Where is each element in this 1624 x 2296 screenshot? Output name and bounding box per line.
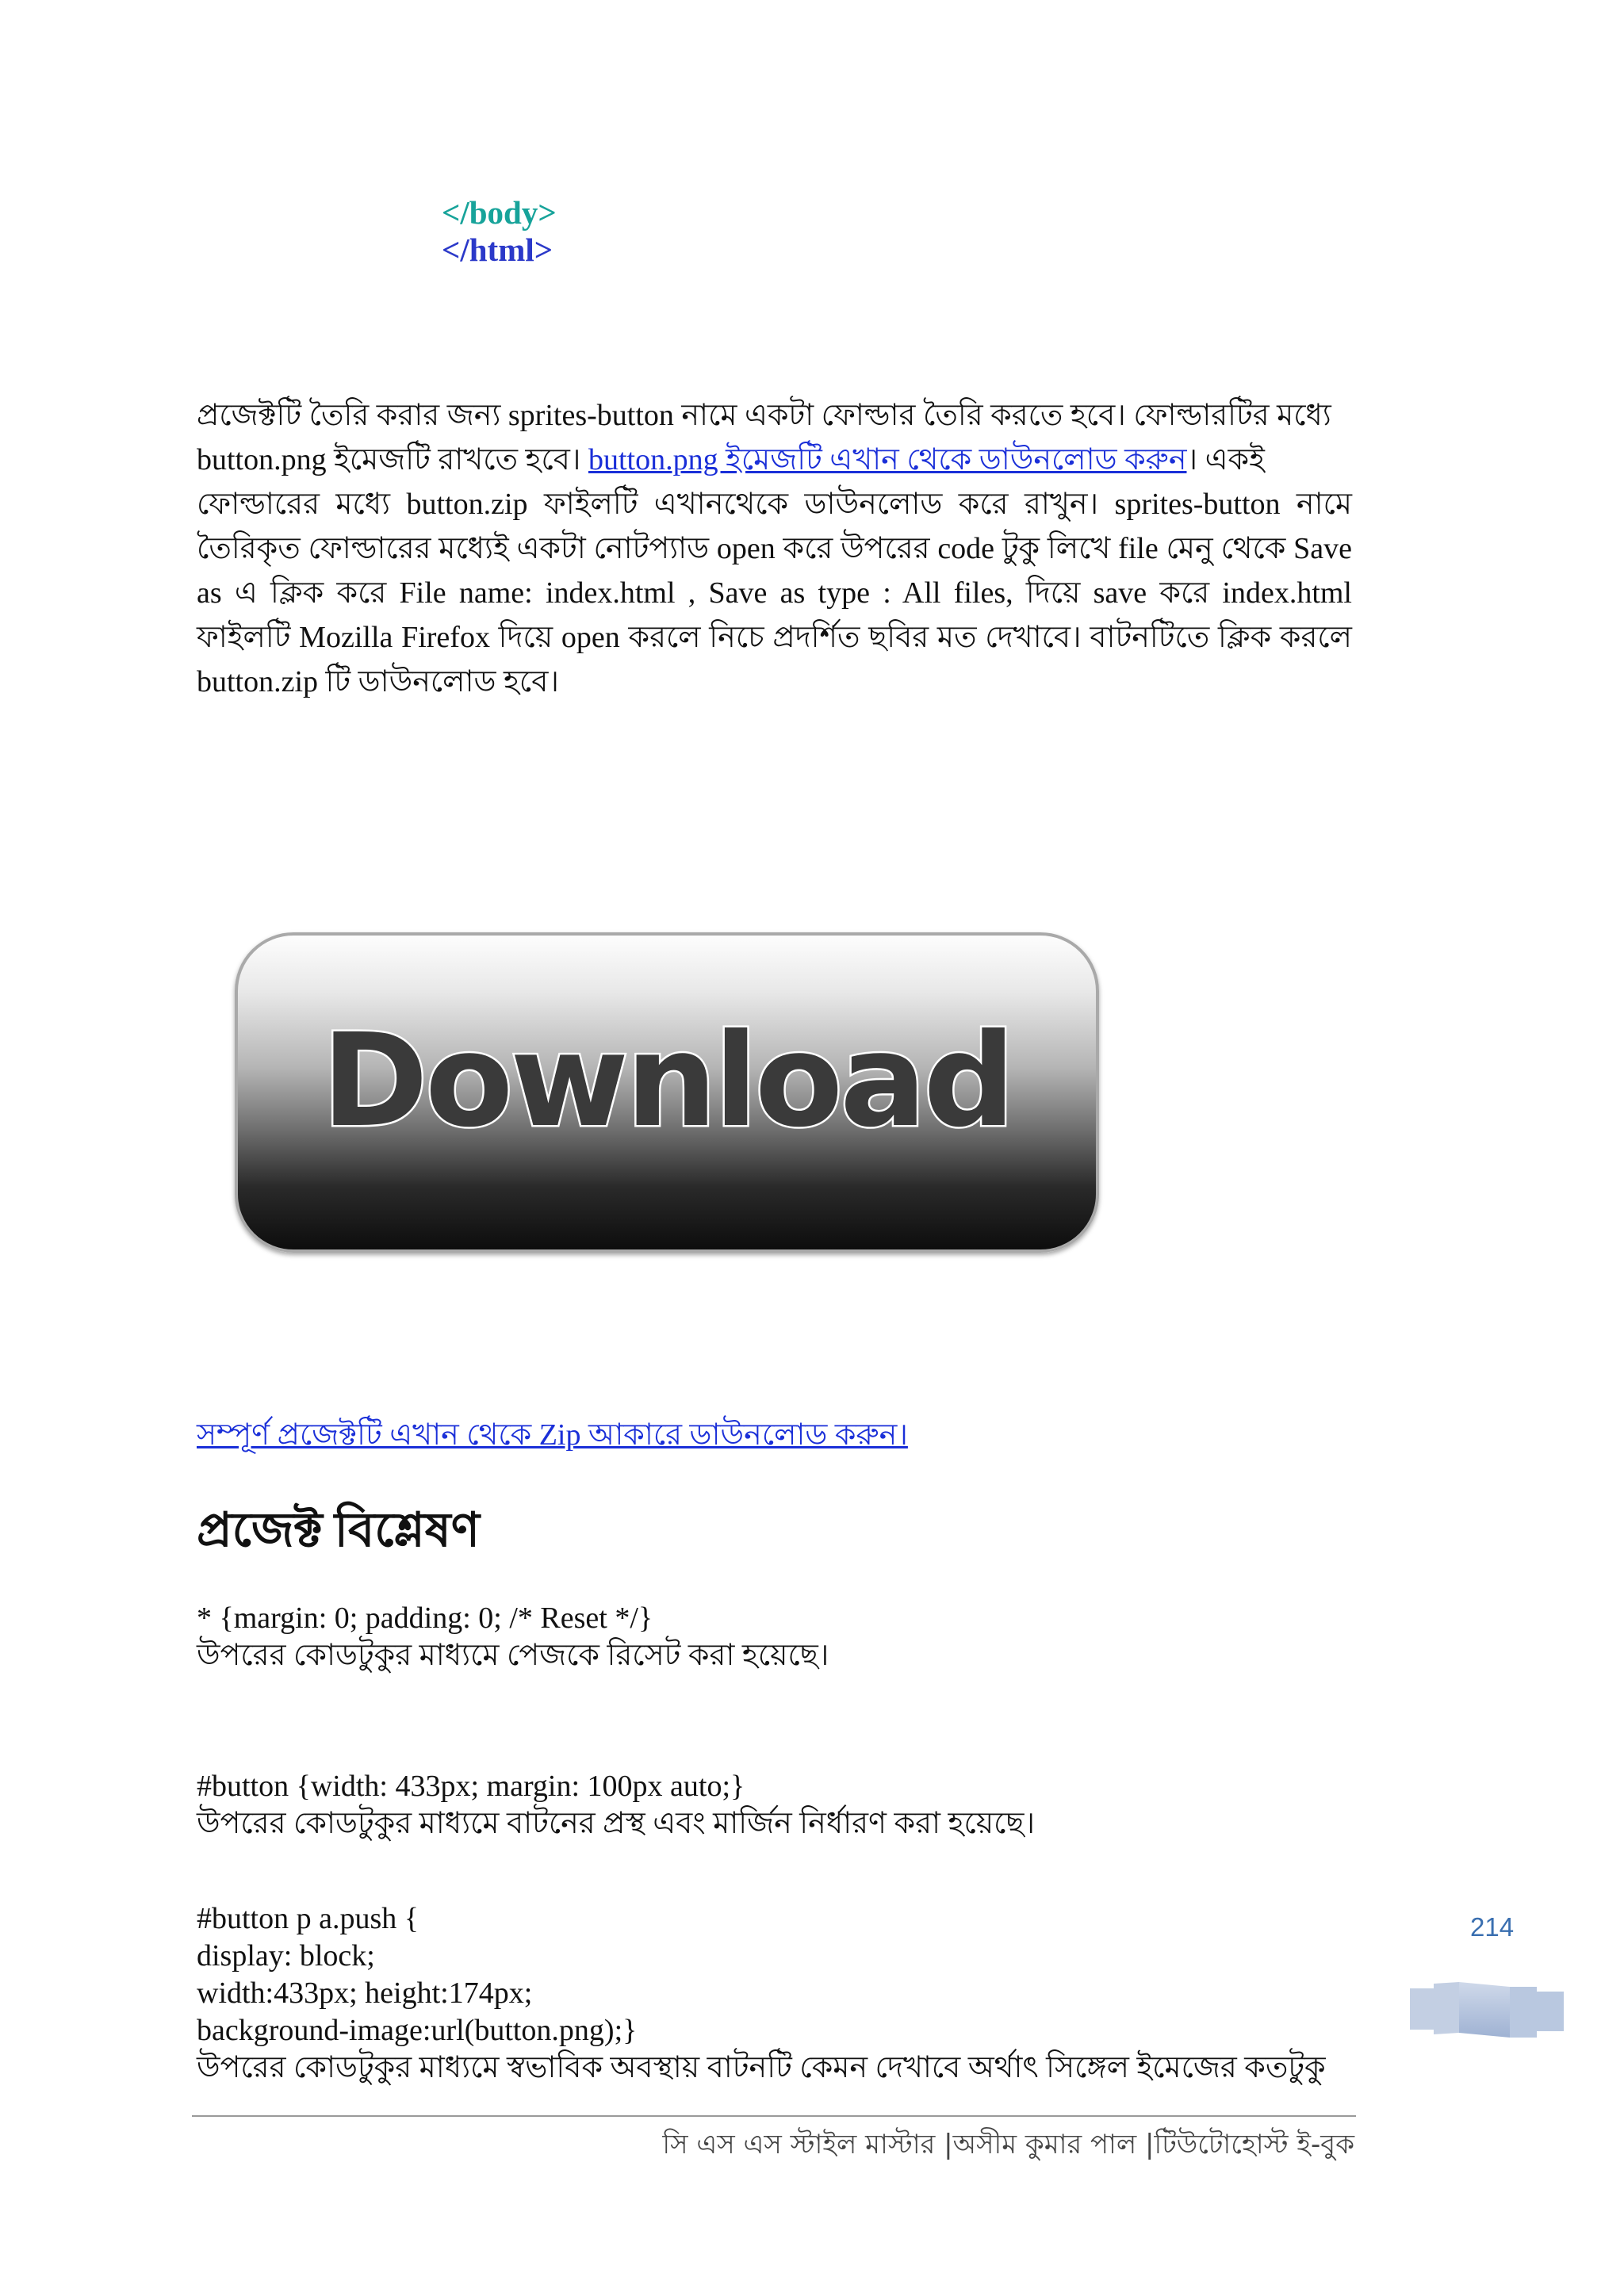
page-footer: সি এস এস স্টাইল মাস্টার |অসীম কুমার পাল |টিউটোহোস্ট ই-বুক: [662, 2129, 1354, 2160]
code-line: width:433px; height:174px;: [197, 1976, 533, 2010]
code-line-body-close: </body>: [442, 194, 557, 231]
project-zip-download-link[interactable]: সম্পূর্ণ প্রজেক্টটি এখান থেকে Zip আকারে ডাউনলোড করুন।: [197, 1418, 908, 1452]
code-line: #button p a.push {: [197, 1902, 419, 1935]
intro-rest: ফোল্ডারের মধ্যে button.zip ফাইলটি এখানথেকে ডাউনলোড করে রাখুন। sprites-button নামে তৈরিকৃত ফোল্ডারের মধ্যেই একটা নোটপ্যাড open করে উপরের code টুকু লিখে file মেনু থেকে Save as এ ক্লিক করে File name: index.html , Save as type : All files, দিয়ে save করে index.html ফাইলটি Mozilla Firefox দিয়ে open করলে নিচে প্রদর্শিত ছবির মত দেখাবে। বাটনটিতে ক্লিক করলে button.zip টি ডাউনলোড হবে।: [197, 488, 1352, 698]
footer-divider: [192, 2115, 1356, 2117]
intro-line-2-tail: । একই: [1186, 443, 1265, 476]
button-image-download-link[interactable]: button.png ইমেজটি এখান থেকে ডাউনলোড করুন: [588, 443, 1187, 476]
code-line: display: block;: [197, 1939, 375, 1973]
code-description: উপরের কোডটুকুর মাধ্যমে বাটনের প্রস্থ এবং মার্জিন নির্ধারণ করা হয়েছে।: [197, 1807, 1036, 1840]
code-block-push: [197, 1900, 1326, 2087]
download-button-label: Download: [321, 1007, 1013, 1156]
code-description: উপরের কোডটুকুর মাধ্যমে পেজকে রিসেট করা হয়েছে।: [197, 1639, 829, 1672]
code-snippet-end: [442, 194, 557, 269]
code-description: উপরের কোডটুকুর মাধ্যমে স্বভাবিক অবস্থায় বাটনটি কেমন দেখাবে অর্থাৎ সিঙ্গেল ইমেজের কতটুকু: [197, 2051, 1326, 2084]
intro-line-2: [197, 438, 1352, 482]
intro-line-2-text: button.png ইমেজটি রাখতে হবে।: [197, 443, 588, 476]
intro-line-1: প্রজেক্টটি তৈরি করার জন্য sprites-button নামে একটা ফোল্ডার তৈরি করতে হবে। ফোল্ডারটির মধ্যে: [197, 399, 1331, 432]
code-block-reset: [197, 1600, 829, 1674]
code-block-button: [197, 1768, 1035, 1843]
page-number: 214: [1470, 1912, 1515, 1942]
code-line: * {margin: 0; padding: 0; /* Reset */}: [197, 1601, 653, 1635]
download-button-image[interactable]: [235, 932, 1099, 1253]
section-title: প্রজেক্ট বিশ্লেষণ: [197, 1504, 480, 1556]
code-line-html-close: </html>: [442, 232, 553, 268]
page-ribbon-decoration: [1410, 1982, 1564, 2039]
intro-paragraph: [197, 393, 1352, 704]
code-line: background-image:url(button.png);}: [197, 2014, 638, 2047]
code-line: #button {width: 433px; margin: 100px auto;}: [197, 1770, 745, 1803]
